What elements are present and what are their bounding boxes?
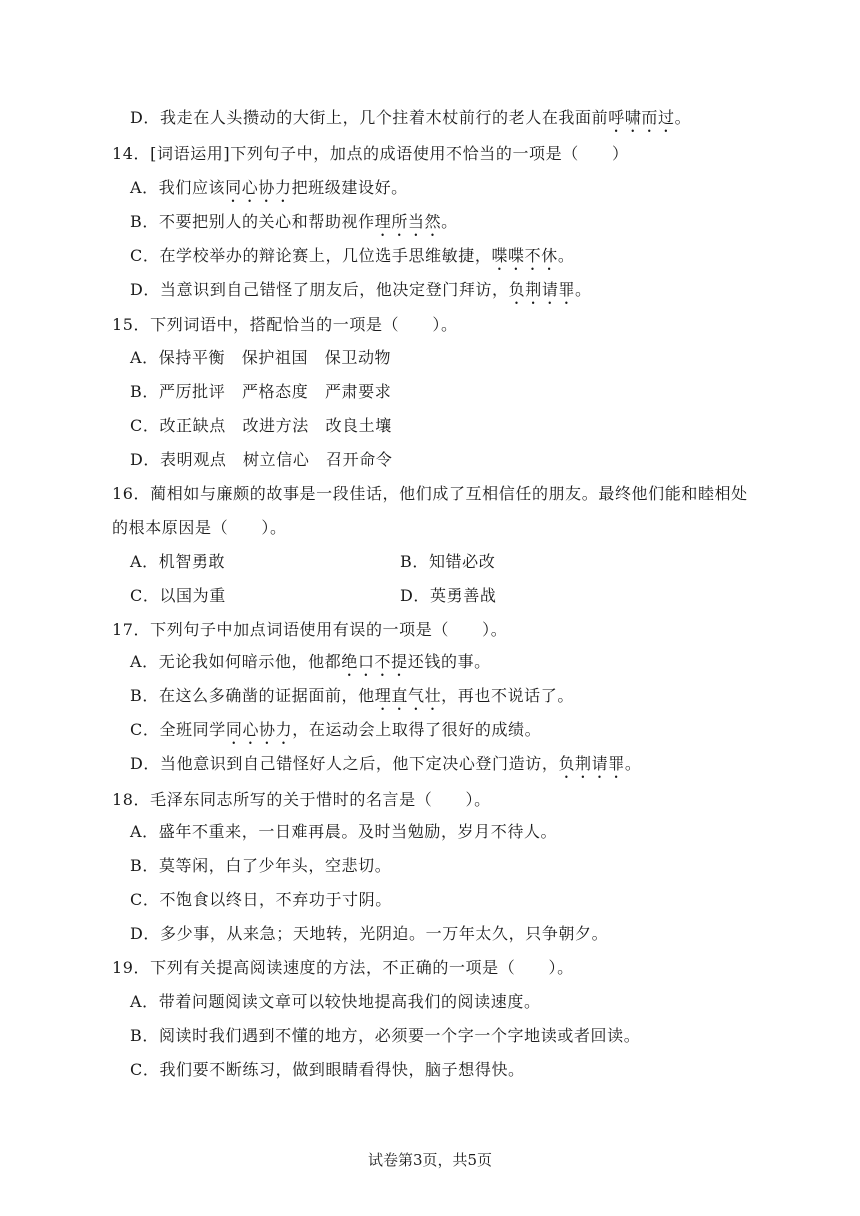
text-segment: 19．下列有关提高阅读速度的方法，不正确的一项是（ ）。 — [112, 958, 574, 977]
option-line — [130, 551, 225, 573]
text-segment: B．知错必改 — [400, 552, 496, 571]
text-segment: 18．毛泽东同志所写的关于惜时的名言是（ ）。 — [112, 790, 491, 809]
text-segment: A．我们应该 — [130, 178, 226, 197]
option-line — [130, 245, 574, 274]
text-segment: D．多少事，从来急；天地转，光阴迫。一万年太久，只争朝夕。 — [130, 924, 609, 943]
option-line — [130, 347, 391, 369]
option-line — [130, 889, 392, 911]
text-segment: 14．[词语运用]下列句子中，加点的成语使用不恰当的一项是（ ） — [112, 144, 629, 163]
text-segment: A．机智勇敢 — [130, 552, 226, 571]
option-line — [130, 585, 226, 607]
question-line — [112, 143, 629, 165]
option-line — [130, 107, 691, 136]
text-segment: A．无论我如何暗示他，他都 — [130, 652, 342, 671]
option-line — [130, 821, 557, 843]
emphasized-phrase: 理所当然 — [374, 212, 442, 231]
emphasized-phrase: 负荆请罪 — [558, 754, 625, 773]
option-line — [130, 279, 592, 308]
option-line — [400, 551, 495, 573]
question-line — [112, 957, 574, 979]
option-line — [130, 991, 541, 1013]
text-segment: A．带着问题阅读文章可以较快地提高我们的阅读速度。 — [130, 992, 541, 1011]
text-segment: B．莫等闲，白了少年头，空悲切。 — [130, 856, 392, 875]
text-segment: 17．下列句子中加点词语使用有误的一项是（ ）。 — [112, 620, 508, 639]
text-segment: 还钱的事。 — [407, 652, 491, 671]
option-line — [130, 855, 391, 877]
question-line — [112, 789, 491, 811]
text-segment: 。 — [674, 108, 692, 127]
text-segment: B．不要把别人的关心和帮助视作 — [130, 212, 375, 231]
text-segment: C．以国为重 — [130, 586, 226, 605]
text-segment: 。 — [557, 246, 575, 265]
text-segment: 的根本原因是（ ）。 — [112, 518, 287, 537]
text-segment: B．在这么多确凿的证据面前，他 — [130, 686, 375, 705]
question-line — [112, 517, 287, 539]
text-segment: D．当意识到自己错怪了朋友后，他决定登门拜访， — [130, 280, 509, 299]
option-line — [130, 381, 391, 403]
text-segment: C．在学校举办的辩论赛上，几位选手思维敏捷， — [130, 246, 492, 265]
emphasized-phrase: 同心协力 — [225, 178, 292, 197]
text-segment: ，在运动会上取得了很好的成绩。 — [292, 720, 542, 739]
text-segment: 15．下列词语中，搭配恰当的一项是（ ）。 — [112, 315, 458, 334]
text-segment: D．英勇善战 — [400, 586, 497, 605]
text-segment: 。 — [575, 280, 592, 299]
text-segment: 。 — [441, 212, 458, 231]
emphasized-phrase: 绝口不提 — [341, 652, 408, 671]
option-line — [130, 1059, 525, 1081]
option-line — [130, 449, 392, 471]
emphasized-phrase: 喋喋不休 — [491, 246, 558, 265]
page-footer: 试卷第3页，共5页 — [367, 1151, 493, 1169]
option-line — [130, 1025, 640, 1047]
text-segment: D．表明观点 树立信心 召开命令 — [130, 450, 393, 469]
option-line — [130, 177, 408, 206]
question-line — [112, 619, 507, 641]
text-segment: A．盛年不重来，一日难再晨。及时当勉励，岁月不待人。 — [130, 822, 558, 841]
option-line — [130, 415, 392, 437]
option-line — [130, 651, 491, 680]
emphasized-phrase: 负荆请罪 — [508, 280, 576, 299]
text-segment: 把班级建设好。 — [291, 178, 408, 197]
text-segment: 16．蔺相如与廉颇的故事是一段佳话，他们成了互相信任的朋友。最终他们能和睦相处 — [112, 484, 748, 503]
text-segment: 。 — [624, 754, 642, 773]
option-line — [400, 585, 496, 607]
option-line — [130, 685, 574, 714]
question-line — [112, 314, 458, 336]
emphasized-phrase: 同心协力 — [225, 720, 293, 739]
option-line — [130, 923, 608, 945]
text-segment: C．改正缺点 改进方法 改良土壤 — [130, 416, 392, 435]
text-segment: B．阅读时我们遇到不懂的地方，必须要一个字一个字地读或者回读。 — [130, 1026, 641, 1045]
option-line — [130, 753, 641, 782]
text-segment: ，再也不说话了。 — [441, 686, 574, 705]
emphasized-phrase: 理直气壮 — [374, 686, 442, 705]
text-segment: C．不饱食以终日，不弃功于寸阴。 — [130, 890, 392, 909]
text-segment: C．全班同学 — [130, 720, 226, 739]
option-line — [130, 211, 458, 240]
text-segment: D．当他意识到自己错怪好人之后，他下定决心登门造访， — [130, 754, 559, 773]
question-line — [112, 483, 748, 505]
option-line — [130, 719, 541, 748]
text-segment: D．我走在人头攒动的大街上，几个拄着木杖前行的老人在我面前 — [130, 108, 609, 127]
emphasized-phrase: 呼啸而过 — [608, 108, 675, 127]
text-segment: C．我们要不断练习，做到眼睛看得快，脑子想得快。 — [130, 1060, 525, 1079]
text-segment: B．严厉批评 严格态度 严肃要求 — [130, 382, 392, 401]
text-segment: A．保持平衡 保护祖国 保卫动物 — [130, 348, 392, 367]
